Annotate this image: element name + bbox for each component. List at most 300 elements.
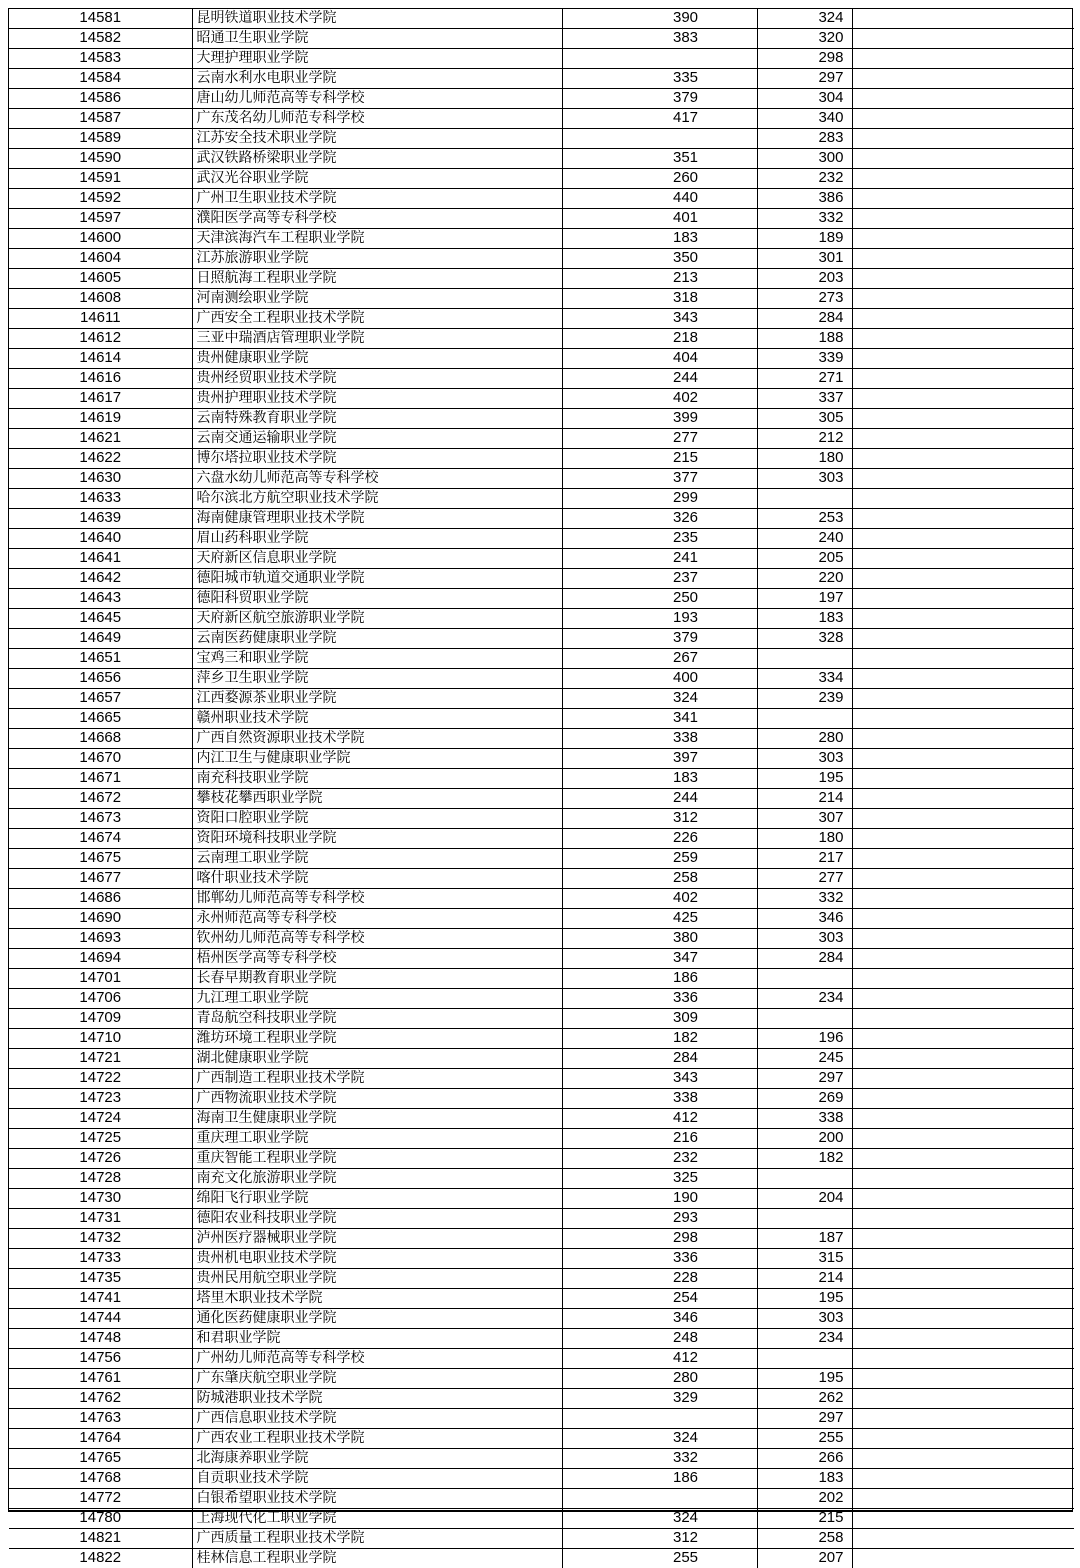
table-row xyxy=(9,969,1074,989)
score-a-cell: 190 xyxy=(562,1189,757,1209)
empty-cell xyxy=(852,749,1074,769)
score-b-cell: 205 xyxy=(757,549,852,569)
empty-cell xyxy=(852,409,1074,429)
score-b-cell: 277 xyxy=(757,869,852,889)
table-row xyxy=(9,549,1074,569)
table-row xyxy=(9,1069,1074,1089)
score-b-cell: 280 xyxy=(757,729,852,749)
school-name-cell: 湖北健康职业学院 xyxy=(192,1049,562,1069)
score-b-cell: 338 xyxy=(757,1109,852,1129)
school-code-cell: 14673 xyxy=(9,809,192,829)
score-table-body xyxy=(9,9,1074,1568)
table-row xyxy=(9,429,1074,449)
score-table-sheet xyxy=(8,8,1073,1512)
score-a-cell: 380 xyxy=(562,929,757,949)
empty-cell xyxy=(852,1049,1074,1069)
school-name-cell: 天府新区航空旅游职业学院 xyxy=(192,609,562,629)
school-code-cell: 14616 xyxy=(9,369,192,389)
table-row xyxy=(9,169,1074,189)
school-code-cell: 14617 xyxy=(9,389,192,409)
score-b-cell: 234 xyxy=(757,1329,852,1349)
score-a-cell: 377 xyxy=(562,469,757,489)
score-b-cell: 304 xyxy=(757,89,852,109)
table-row xyxy=(9,509,1074,529)
school-code-cell: 14604 xyxy=(9,249,192,269)
school-code-cell: 14614 xyxy=(9,349,192,369)
school-code-cell: 14762 xyxy=(9,1389,192,1409)
table-row xyxy=(9,1209,1074,1229)
school-code-cell: 14612 xyxy=(9,329,192,349)
school-name-cell: 日照航海工程职业学院 xyxy=(192,269,562,289)
score-b-cell: 183 xyxy=(757,1469,852,1489)
score-b-cell: 324 xyxy=(757,9,852,29)
score-a-cell: 267 xyxy=(562,649,757,669)
school-name-cell: 重庆理工职业学院 xyxy=(192,1129,562,1149)
score-a-cell: 309 xyxy=(562,1009,757,1029)
score-a-cell: 244 xyxy=(562,789,757,809)
score-b-cell: 212 xyxy=(757,429,852,449)
score-b-cell: 204 xyxy=(757,1189,852,1209)
table-row xyxy=(9,329,1074,349)
school-name-cell: 云南交通运输职业学院 xyxy=(192,429,562,449)
school-code-cell: 14590 xyxy=(9,149,192,169)
school-name-cell: 泸州医疗器械职业学院 xyxy=(192,1229,562,1249)
empty-cell xyxy=(852,189,1074,209)
table-row xyxy=(9,1489,1074,1509)
school-name-cell: 江苏安全技术职业学院 xyxy=(192,129,562,149)
school-code-cell: 14591 xyxy=(9,169,192,189)
score-b-cell: 214 xyxy=(757,1269,852,1289)
empty-cell xyxy=(852,1029,1074,1049)
score-b-cell: 300 xyxy=(757,149,852,169)
score-b-cell: 195 xyxy=(757,1369,852,1389)
score-a-cell: 343 xyxy=(562,1069,757,1089)
empty-cell xyxy=(852,949,1074,969)
table-row xyxy=(9,589,1074,609)
school-name-cell: 和君职业学院 xyxy=(192,1329,562,1349)
table-row xyxy=(9,909,1074,929)
school-name-cell: 塔里木职业技术学院 xyxy=(192,1289,562,1309)
score-a-cell: 390 xyxy=(562,9,757,29)
score-a-cell: 329 xyxy=(562,1389,757,1409)
score-a-cell: 312 xyxy=(562,809,757,829)
empty-cell xyxy=(852,309,1074,329)
score-b-cell: 239 xyxy=(757,689,852,709)
score-a-cell: 379 xyxy=(562,89,757,109)
school-name-cell: 广西信息职业技术学院 xyxy=(192,1409,562,1429)
empty-cell xyxy=(852,969,1074,989)
school-code-cell: 14642 xyxy=(9,569,192,589)
school-code-cell: 14724 xyxy=(9,1109,192,1129)
table-row xyxy=(9,1429,1074,1449)
empty-cell xyxy=(852,49,1074,69)
score-b-cell: 240 xyxy=(757,529,852,549)
score-a-cell: 277 xyxy=(562,429,757,449)
table-row xyxy=(9,209,1074,229)
school-code-cell: 14584 xyxy=(9,69,192,89)
table-row xyxy=(9,649,1074,669)
school-name-cell: 上海现代化工职业学院 xyxy=(192,1509,562,1529)
score-b-cell: 303 xyxy=(757,929,852,949)
table-row xyxy=(9,1009,1074,1029)
empty-cell xyxy=(852,649,1074,669)
table-row xyxy=(9,1549,1074,1568)
table-row xyxy=(9,1409,1074,1429)
empty-cell xyxy=(852,449,1074,469)
score-b-cell xyxy=(757,1009,852,1029)
school-code-cell: 14768 xyxy=(9,1469,192,1489)
table-row xyxy=(9,889,1074,909)
school-name-cell: 绵阳飞行职业学院 xyxy=(192,1189,562,1209)
school-name-cell: 广西制造工程职业技术学院 xyxy=(192,1069,562,1089)
table-row xyxy=(9,349,1074,369)
table-row xyxy=(9,1089,1074,1109)
score-a-cell: 183 xyxy=(562,769,757,789)
empty-cell xyxy=(852,129,1074,149)
school-code-cell: 14641 xyxy=(9,549,192,569)
table-row xyxy=(9,189,1074,209)
score-b-cell: 315 xyxy=(757,1249,852,1269)
table-row xyxy=(9,309,1074,329)
empty-cell xyxy=(852,469,1074,489)
score-a-cell: 186 xyxy=(562,1469,757,1489)
school-name-cell: 长春早期教育职业学院 xyxy=(192,969,562,989)
table-row xyxy=(9,709,1074,729)
score-b-cell: 271 xyxy=(757,369,852,389)
school-code-cell: 14756 xyxy=(9,1349,192,1369)
school-code-cell: 14694 xyxy=(9,949,192,969)
table-row xyxy=(9,689,1074,709)
school-name-cell: 云南理工职业学院 xyxy=(192,849,562,869)
empty-cell xyxy=(852,149,1074,169)
empty-cell xyxy=(852,249,1074,269)
score-a-cell: 235 xyxy=(562,529,757,549)
school-name-cell: 贵州经贸职业技术学院 xyxy=(192,369,562,389)
score-a-cell: 259 xyxy=(562,849,757,869)
empty-cell xyxy=(852,89,1074,109)
score-a-cell: 186 xyxy=(562,969,757,989)
school-code-cell: 14674 xyxy=(9,829,192,849)
empty-cell xyxy=(852,629,1074,649)
school-name-cell: 武汉光谷职业学院 xyxy=(192,169,562,189)
score-b-cell: 340 xyxy=(757,109,852,129)
school-code-cell: 14643 xyxy=(9,589,192,609)
school-name-cell: 眉山药科职业学院 xyxy=(192,529,562,549)
score-b-cell: 189 xyxy=(757,229,852,249)
score-b-cell: 195 xyxy=(757,769,852,789)
school-code-cell: 14640 xyxy=(9,529,192,549)
empty-cell xyxy=(852,289,1074,309)
school-name-cell: 广西安全工程职业技术学院 xyxy=(192,309,562,329)
school-name-cell: 通化医药健康职业学院 xyxy=(192,1309,562,1329)
score-b-cell: 180 xyxy=(757,449,852,469)
empty-cell xyxy=(852,689,1074,709)
empty-cell xyxy=(852,849,1074,869)
table-row xyxy=(9,1469,1074,1489)
score-a-cell: 336 xyxy=(562,1249,757,1269)
school-name-cell: 广州幼儿师范高等专科学校 xyxy=(192,1349,562,1369)
empty-cell xyxy=(852,69,1074,89)
score-a-cell: 440 xyxy=(562,189,757,209)
score-b-cell: 298 xyxy=(757,49,852,69)
table-row xyxy=(9,1389,1074,1409)
score-a-cell: 346 xyxy=(562,1309,757,1329)
table-row xyxy=(9,1229,1074,1249)
score-a-cell: 244 xyxy=(562,369,757,389)
table-row xyxy=(9,849,1074,869)
school-code-cell: 14622 xyxy=(9,449,192,469)
school-name-cell: 海南健康管理职业技术学院 xyxy=(192,509,562,529)
score-a-cell: 258 xyxy=(562,869,757,889)
score-a-cell: 401 xyxy=(562,209,757,229)
school-name-cell: 喀什职业技术学院 xyxy=(192,869,562,889)
score-b-cell: 339 xyxy=(757,349,852,369)
empty-cell xyxy=(852,1329,1074,1349)
score-b-cell: 266 xyxy=(757,1449,852,1469)
score-a-cell: 215 xyxy=(562,449,757,469)
table-row xyxy=(9,9,1074,29)
empty-cell xyxy=(852,669,1074,689)
score-a-cell: 241 xyxy=(562,549,757,569)
school-code-cell: 14583 xyxy=(9,49,192,69)
score-b-cell: 303 xyxy=(757,1309,852,1329)
school-name-cell: 天津滨海汽车工程职业学院 xyxy=(192,229,562,249)
table-row xyxy=(9,749,1074,769)
school-code-cell: 14651 xyxy=(9,649,192,669)
school-name-cell: 资阳口腔职业学院 xyxy=(192,809,562,829)
school-code-cell: 14597 xyxy=(9,209,192,229)
school-name-cell: 青岛航空科技职业学院 xyxy=(192,1009,562,1029)
table-row xyxy=(9,1189,1074,1209)
school-name-cell: 贵州民用航空职业学院 xyxy=(192,1269,562,1289)
school-name-cell: 昭通卫生职业学院 xyxy=(192,29,562,49)
score-a-cell: 237 xyxy=(562,569,757,589)
score-b-cell: 253 xyxy=(757,509,852,529)
score-b-cell: 182 xyxy=(757,1149,852,1169)
score-a-cell: 404 xyxy=(562,349,757,369)
score-a-cell: 343 xyxy=(562,309,757,329)
score-a-cell: 226 xyxy=(562,829,757,849)
table-row xyxy=(9,469,1074,489)
school-name-cell: 江苏旅游职业学院 xyxy=(192,249,562,269)
empty-cell xyxy=(852,789,1074,809)
table-row xyxy=(9,989,1074,1009)
school-name-cell: 潍坊环境工程职业学院 xyxy=(192,1029,562,1049)
empty-cell xyxy=(852,1469,1074,1489)
empty-cell xyxy=(852,1169,1074,1189)
school-code-cell: 14586 xyxy=(9,89,192,109)
school-code-cell: 14725 xyxy=(9,1129,192,1149)
score-a-cell: 412 xyxy=(562,1109,757,1129)
table-row xyxy=(9,789,1074,809)
score-a-cell: 299 xyxy=(562,489,757,509)
empty-cell xyxy=(852,349,1074,369)
score-a-cell xyxy=(562,1409,757,1429)
school-code-cell: 14672 xyxy=(9,789,192,809)
school-name-cell: 桂林信息工程职业学院 xyxy=(192,1549,562,1568)
score-a-cell: 347 xyxy=(562,949,757,969)
school-name-cell: 宝鸡三和职业学院 xyxy=(192,649,562,669)
table-row xyxy=(9,109,1074,129)
school-code-cell: 14690 xyxy=(9,909,192,929)
score-b-cell: 217 xyxy=(757,849,852,869)
school-code-cell: 14748 xyxy=(9,1329,192,1349)
score-a-cell xyxy=(562,129,757,149)
table-row xyxy=(9,669,1074,689)
score-b-cell xyxy=(757,709,852,729)
score-a-cell: 232 xyxy=(562,1149,757,1169)
table-row xyxy=(9,1169,1074,1189)
empty-cell xyxy=(852,1089,1074,1109)
school-code-cell: 14665 xyxy=(9,709,192,729)
score-a-cell: 183 xyxy=(562,229,757,249)
score-a-cell: 216 xyxy=(562,1129,757,1149)
school-code-cell: 14731 xyxy=(9,1209,192,1229)
table-row xyxy=(9,249,1074,269)
score-a-cell: 324 xyxy=(562,689,757,709)
school-name-cell: 海南卫生健康职业学院 xyxy=(192,1109,562,1129)
score-table xyxy=(9,9,1074,1568)
school-code-cell: 14582 xyxy=(9,29,192,49)
table-row xyxy=(9,1109,1074,1129)
score-a-cell: 402 xyxy=(562,389,757,409)
empty-cell xyxy=(852,1549,1074,1568)
table-row xyxy=(9,1029,1074,1049)
score-b-cell: 284 xyxy=(757,949,852,969)
empty-cell xyxy=(852,829,1074,849)
school-name-cell: 自贡职业技术学院 xyxy=(192,1469,562,1489)
score-a-cell: 336 xyxy=(562,989,757,1009)
table-row xyxy=(9,1149,1074,1169)
school-name-cell: 天府新区信息职业学院 xyxy=(192,549,562,569)
empty-cell xyxy=(852,329,1074,349)
empty-cell xyxy=(852,1349,1074,1369)
table-row xyxy=(9,1249,1074,1269)
table-row xyxy=(9,29,1074,49)
school-code-cell: 14619 xyxy=(9,409,192,429)
empty-cell xyxy=(852,869,1074,889)
table-row xyxy=(9,49,1074,69)
table-row xyxy=(9,529,1074,549)
school-name-cell: 广东茂名幼儿师范专科学校 xyxy=(192,109,562,129)
score-b-cell: 187 xyxy=(757,1229,852,1249)
school-code-cell: 14701 xyxy=(9,969,192,989)
school-name-cell: 德阳城市轨道交通职业学院 xyxy=(192,569,562,589)
table-row xyxy=(9,929,1074,949)
school-code-cell: 14709 xyxy=(9,1009,192,1029)
school-code-cell: 14764 xyxy=(9,1429,192,1449)
school-name-cell: 三亚中瑞酒店管理职业学院 xyxy=(192,329,562,349)
table-row xyxy=(9,809,1074,829)
score-b-cell xyxy=(757,1169,852,1189)
empty-cell xyxy=(852,1129,1074,1149)
school-name-cell: 重庆智能工程职业学院 xyxy=(192,1149,562,1169)
score-a-cell: 324 xyxy=(562,1509,757,1529)
empty-cell xyxy=(852,1389,1074,1409)
score-a-cell: 260 xyxy=(562,169,757,189)
empty-cell xyxy=(852,389,1074,409)
score-a-cell: 332 xyxy=(562,1449,757,1469)
score-a-cell: 379 xyxy=(562,629,757,649)
score-b-cell: 337 xyxy=(757,389,852,409)
school-code-cell: 14633 xyxy=(9,489,192,509)
score-a-cell xyxy=(562,49,757,69)
score-a-cell: 193 xyxy=(562,609,757,629)
score-a-cell: 400 xyxy=(562,669,757,689)
empty-cell xyxy=(852,489,1074,509)
score-a-cell: 318 xyxy=(562,289,757,309)
school-name-cell: 南充文化旅游职业学院 xyxy=(192,1169,562,1189)
table-row xyxy=(9,569,1074,589)
table-row xyxy=(9,729,1074,749)
score-a-cell: 228 xyxy=(562,1269,757,1289)
table-row xyxy=(9,1269,1074,1289)
empty-cell xyxy=(852,549,1074,569)
school-name-cell: 江西婺源茶业职业学院 xyxy=(192,689,562,709)
score-b-cell: 297 xyxy=(757,1069,852,1089)
school-name-cell: 萍乡卫生职业学院 xyxy=(192,669,562,689)
score-b-cell: 203 xyxy=(757,269,852,289)
school-code-cell: 14675 xyxy=(9,849,192,869)
score-b-cell: 297 xyxy=(757,69,852,89)
score-b-cell: 197 xyxy=(757,589,852,609)
school-code-cell: 14605 xyxy=(9,269,192,289)
table-row xyxy=(9,1329,1074,1349)
empty-cell xyxy=(852,1009,1074,1029)
school-name-cell: 河南测绘职业学院 xyxy=(192,289,562,309)
table-row xyxy=(9,829,1074,849)
empty-cell xyxy=(852,769,1074,789)
table-row xyxy=(9,289,1074,309)
school-name-cell: 德阳科贸职业学院 xyxy=(192,589,562,609)
empty-cell xyxy=(852,269,1074,289)
table-row xyxy=(9,1529,1074,1549)
score-b-cell: 207 xyxy=(757,1549,852,1568)
school-code-cell: 14587 xyxy=(9,109,192,129)
score-b-cell: 196 xyxy=(757,1029,852,1049)
school-code-cell: 14723 xyxy=(9,1089,192,1109)
empty-cell xyxy=(852,569,1074,589)
school-name-cell: 梧州医学高等专科学校 xyxy=(192,949,562,969)
empty-cell xyxy=(852,909,1074,929)
table-row xyxy=(9,1309,1074,1329)
school-name-cell: 博尔塔拉职业技术学院 xyxy=(192,449,562,469)
table-row xyxy=(9,629,1074,649)
school-name-cell: 邯郸幼儿师范高等专科学校 xyxy=(192,889,562,909)
score-b-cell: 297 xyxy=(757,1409,852,1429)
table-row xyxy=(9,489,1074,509)
empty-cell xyxy=(852,729,1074,749)
table-row xyxy=(9,1049,1074,1069)
school-code-cell: 14721 xyxy=(9,1049,192,1069)
score-b-cell: 232 xyxy=(757,169,852,189)
school-code-cell: 14733 xyxy=(9,1249,192,1269)
school-code-cell: 14780 xyxy=(9,1509,192,1529)
score-b-cell: 305 xyxy=(757,409,852,429)
score-a-cell: 417 xyxy=(562,109,757,129)
empty-cell xyxy=(852,609,1074,629)
empty-cell xyxy=(852,29,1074,49)
school-name-cell: 资阳环境科技职业学院 xyxy=(192,829,562,849)
school-name-cell: 唐山幼儿师范高等专科学校 xyxy=(192,89,562,109)
school-code-cell: 14726 xyxy=(9,1149,192,1169)
score-b-cell: 200 xyxy=(757,1129,852,1149)
score-a-cell: 312 xyxy=(562,1529,757,1549)
empty-cell xyxy=(852,1149,1074,1169)
school-name-cell: 攀枝花攀西职业学院 xyxy=(192,789,562,809)
school-name-cell: 云南医药健康职业学院 xyxy=(192,629,562,649)
empty-cell xyxy=(852,229,1074,249)
